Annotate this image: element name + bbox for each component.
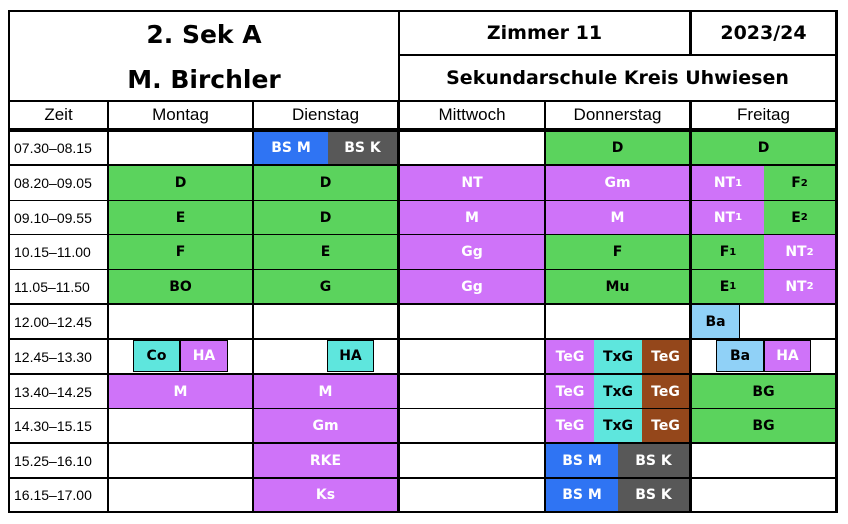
lesson-label: M [173, 383, 188, 400]
lesson-label: Gm [312, 417, 339, 434]
grid-line [689, 10, 692, 54]
lesson-fri-1430 [692, 409, 835, 442]
lesson-tue-0730-bsk [328, 132, 397, 164]
lesson-label: Gg [461, 278, 483, 295]
lesson-tue-1525 [254, 444, 397, 477]
lesson-thu-1340-teg [546, 375, 594, 408]
lesson-mon-0820 [109, 166, 252, 200]
lesson-label: NT [785, 278, 807, 295]
column-header-wednesday: Mittwoch [438, 105, 506, 124]
column-header-time: Zeit [44, 105, 73, 124]
lesson-fri-1245-ha [764, 340, 811, 372]
lesson-label: BS M [562, 487, 602, 503]
lesson-fri-0820-f2 [764, 166, 835, 200]
lesson-label: F [612, 244, 623, 260]
lesson-label: E [175, 209, 186, 226]
lesson-label: RKE [309, 452, 342, 469]
lesson-thu-1430-teg [546, 409, 594, 442]
group-number: 2 [800, 177, 808, 189]
lesson-label: Gm [604, 175, 631, 191]
group-number: 1 [729, 281, 737, 292]
lesson-fri-1015-f1 [692, 235, 764, 269]
lesson-thu-1340-txg [594, 375, 642, 408]
lesson-label: F [791, 175, 801, 191]
lesson-label: M [610, 209, 625, 226]
room-label: Zimmer 11 [486, 22, 603, 44]
time-slot: 10.15–11.00 [14, 244, 91, 260]
lesson-thu-0820 [546, 166, 689, 200]
lesson-fri-1015-nt2 [764, 235, 835, 269]
grid-line [398, 10, 400, 102]
time-slot: 11.05–11.50 [14, 278, 90, 295]
lesson-thu-1525-bsm [546, 444, 618, 477]
lesson-wed-0910 [400, 201, 544, 234]
lesson-label: F [719, 244, 730, 260]
time-slot: 13.40–14.25 [14, 383, 92, 400]
lesson-fri-1340 [692, 375, 835, 408]
lesson-label: HA [339, 348, 362, 364]
lesson-thu-1615-bsk [618, 479, 689, 511]
lesson-label: E [791, 209, 801, 226]
school-year: 2023/24 [720, 22, 807, 44]
lesson-label: M [465, 209, 479, 226]
lesson-label: D [319, 175, 332, 191]
lesson-label: BS K [344, 140, 381, 156]
lesson-tue-1015 [254, 235, 397, 269]
lesson-thu-1340-teg2 [642, 375, 689, 408]
group-number: 2 [806, 246, 814, 258]
grid-line [8, 338, 838, 340]
lesson-thu-1430-teg2 [642, 409, 689, 442]
lesson-label: TeG [651, 383, 680, 400]
lesson-label: HA [776, 348, 799, 364]
lesson-tue-1340 [254, 375, 397, 408]
lesson-wed-1015 [400, 235, 544, 269]
group-number: 1 [735, 177, 743, 189]
lesson-label: TxG [602, 417, 634, 434]
lesson-wed-0820 [400, 166, 544, 200]
lesson-label: TxG [602, 383, 634, 400]
lesson-label: TeG [651, 417, 680, 434]
grid-line [8, 373, 838, 375]
lesson-fri-0910-e2 [764, 201, 835, 234]
grid-line [8, 10, 10, 513]
lesson-label: M [318, 383, 333, 400]
lesson-tue-0730-bsm [254, 132, 328, 164]
lesson-thu-1615-bsm [546, 479, 618, 511]
lesson-label: Ks [315, 487, 336, 503]
lesson-label: D [319, 209, 332, 226]
grid-line [689, 100, 692, 513]
grid-line [8, 234, 838, 235]
teacher-name: M. Birchler [127, 64, 281, 94]
lesson-mon-0910 [109, 201, 252, 234]
lesson-tue-1615 [254, 479, 397, 511]
class-title: 2. Sek A [146, 19, 262, 49]
lesson-thu-1245-teg [546, 340, 594, 373]
column-header-tuesday: Dienstag [291, 105, 360, 124]
lesson-label: BS K [635, 452, 672, 469]
lesson-thu-1105 [546, 270, 689, 303]
lesson-thu-1015 [546, 235, 689, 269]
lesson-thu-1245-txg [594, 340, 642, 373]
lesson-label: TeG [555, 348, 585, 365]
group-number: 1 [729, 246, 737, 258]
lesson-fri-0910-nt1 [692, 201, 764, 234]
lesson-thu-0730 [546, 132, 689, 164]
lesson-label: NT [713, 209, 736, 226]
lesson-label: D [757, 140, 770, 156]
lesson-tue-1105 [254, 270, 397, 303]
lesson-label: BO [169, 278, 192, 295]
lesson-fri-1245-ba [716, 340, 764, 372]
school-name: Sekundarschule Kreis Uhwiesen [446, 67, 789, 89]
lesson-fri-0730 [692, 132, 835, 164]
time-slot: 16.15–17.00 [14, 487, 92, 503]
grid-line [8, 164, 838, 166]
lesson-label: HA [192, 348, 216, 364]
lesson-fri-0820-nt1 [692, 166, 764, 200]
grid-line [8, 477, 838, 479]
grid-line [252, 100, 254, 513]
grid-line [397, 100, 400, 513]
lesson-label: BS M [562, 452, 602, 469]
lesson-fri-1105-nt2 [764, 270, 835, 303]
lesson-tue-1430 [254, 409, 397, 442]
grid-line [107, 100, 109, 513]
time-slot: 09.10–09.55 [14, 209, 92, 226]
lesson-label: Ba [705, 313, 726, 330]
grid-line [8, 10, 838, 12]
grid-line [8, 303, 838, 305]
lesson-label: Mu [605, 278, 630, 295]
grid-line [8, 100, 838, 102]
grid-line [835, 10, 838, 513]
lesson-label: TeG [555, 417, 585, 434]
lesson-label: BS K [635, 487, 672, 503]
lesson-label: Co [146, 348, 167, 364]
lesson-label: TeG [651, 348, 680, 365]
lesson-label: TeG [555, 383, 585, 400]
lesson-thu-1525-bsk [618, 444, 689, 477]
grid-line [398, 54, 838, 56]
grid-line [544, 100, 546, 513]
lesson-thu-0910 [546, 201, 689, 234]
lesson-label: TxG [602, 348, 634, 365]
lesson-label: E [719, 278, 730, 295]
lesson-label: BS M [271, 140, 311, 156]
lesson-mon-1015 [109, 235, 252, 269]
group-number: 2 [806, 281, 814, 292]
lesson-label: F [175, 244, 186, 260]
time-slot: 14.30–15.15 [14, 417, 92, 434]
lesson-label: Gg [461, 244, 483, 260]
grid-line [8, 269, 838, 270]
lesson-label: BG [752, 417, 775, 434]
lesson-label: E [320, 244, 331, 260]
time-slot: 12.45–13.30 [14, 348, 92, 365]
group-number: 1 [735, 212, 743, 223]
column-header-monday: Montag [152, 105, 209, 124]
grid-line [8, 200, 838, 201]
lesson-mon-1245-ha [180, 340, 228, 372]
lesson-mon-1245-co [133, 340, 180, 372]
lesson-label: BG [752, 383, 775, 400]
lesson-label: Ba [729, 348, 751, 364]
group-number: 2 [800, 212, 808, 223]
grid-line [8, 511, 838, 513]
grid-line [8, 442, 838, 444]
lesson-fri-1200-ba [692, 305, 740, 338]
lesson-thu-1245-teg2 [642, 340, 689, 373]
lesson-tue-0910 [254, 201, 397, 234]
lesson-mon-1105 [109, 270, 252, 303]
lesson-tue-1245-ha [327, 340, 374, 372]
column-header-friday: Freitag [737, 105, 790, 124]
time-slot: 07.30–08.15 [14, 140, 92, 156]
grid-line [8, 408, 838, 409]
lesson-label: D [174, 175, 187, 191]
time-slot: 15.25–16.10 [14, 452, 92, 469]
grid-line [8, 128, 838, 132]
lesson-mon-1340 [109, 375, 252, 408]
lesson-label: NT [461, 175, 483, 191]
column-header-thursday: Donnerstag [573, 105, 662, 124]
lesson-label: NT [713, 175, 736, 191]
lesson-wed-1105 [400, 270, 544, 303]
lesson-label: D [611, 140, 624, 156]
lesson-thu-1430-txg [594, 409, 642, 442]
time-slot: 12.00–12.45 [14, 313, 92, 330]
lesson-fri-1105-e1 [692, 270, 764, 303]
lesson-label: NT [785, 244, 807, 260]
time-slot: 08.20–09.05 [14, 175, 92, 191]
lesson-tue-0820 [254, 166, 397, 200]
lesson-label: G [319, 278, 332, 295]
